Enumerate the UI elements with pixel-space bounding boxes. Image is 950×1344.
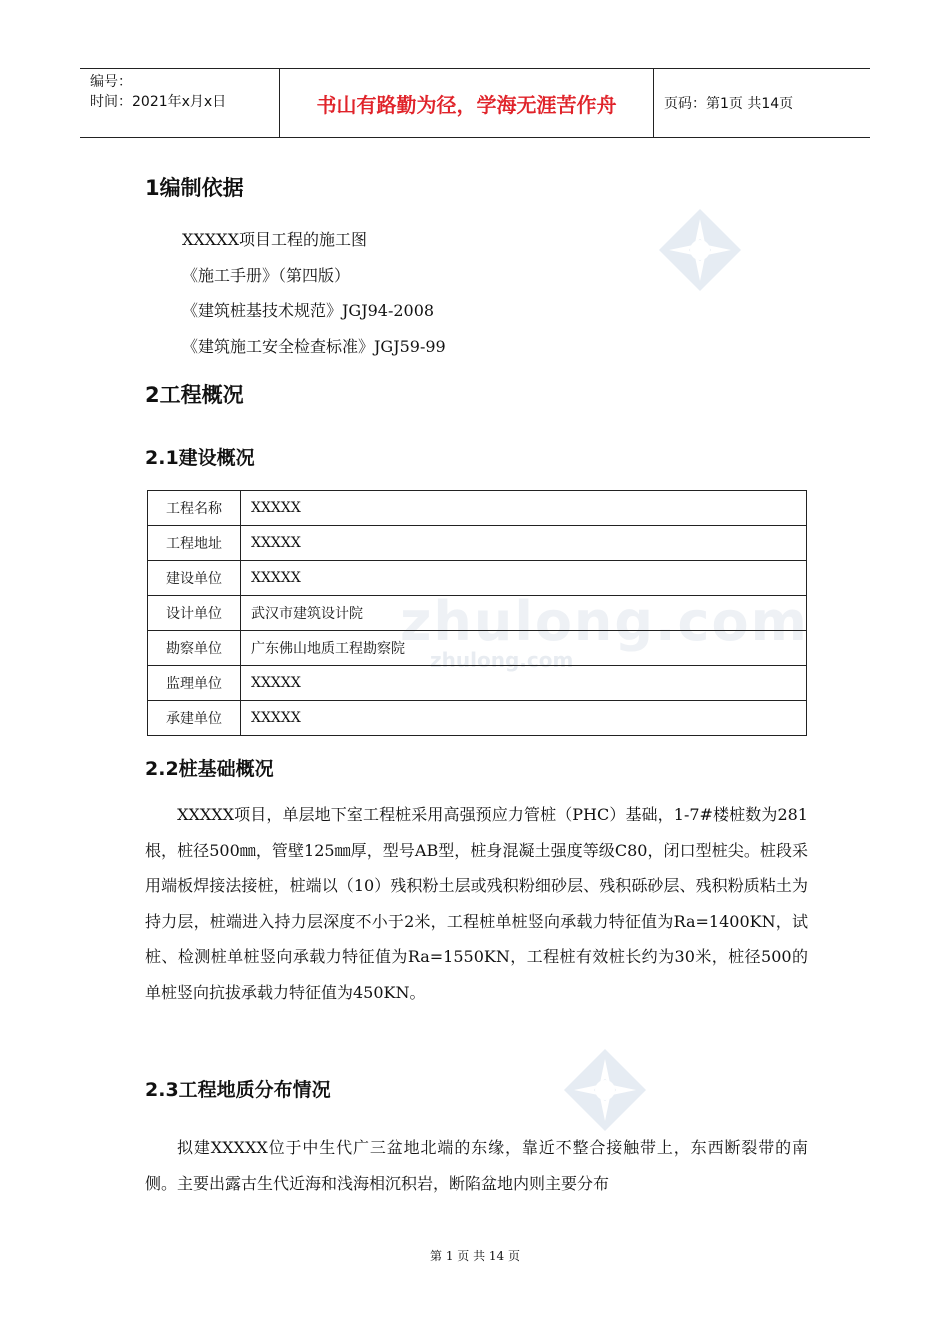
- section-2-title: 2工程概况: [145, 383, 244, 407]
- table-key: 勘察单位: [148, 631, 241, 666]
- table-key: 监理单位: [148, 666, 241, 701]
- reference-item: 《建筑施工安全检查标准》JGJ59-99: [182, 336, 446, 356]
- table-value: XXXXX: [241, 491, 807, 526]
- pile-foundation-paragraph: XXXXX项目，单层地下室工程桩采用高强预应力管桩（PHC）基础，1-7#楼桩数为281根，桩径500㎜，管壁125㎜厚，型号AB型，桩身混凝土强度等级C80，闭口型桩尖。桩段采用端板焊接法接桩，桩端以（10）残积粉土层或残积粉细砂层、残积砾砂层、残积粉质粘土为持力层，桩端进入持力层深度不小于2米，工程桩单桩竖向承载力特征值为Ra=1400KN，试桩、检测桩单桩竖向承载力特征值为Ra=1550KN，工程桩有效桩长约为30米，桩径500的单桩竖向抗拔承载力特征值为450KN。: [145, 805, 808, 1002]
- section-2-3-title: 2.3工程地质分布情况: [145, 1079, 331, 1101]
- page-footer: 第 1 页 共 14 页: [430, 1249, 520, 1263]
- header-meta: [80, 69, 280, 137]
- table-value: 广东佛山地质工程勘察院: [241, 631, 807, 666]
- table-row: [148, 526, 807, 561]
- table-row: [148, 666, 807, 701]
- table-value: XXXXX: [241, 561, 807, 596]
- table-key: 工程地址: [148, 526, 241, 561]
- table-value: 武汉市建筑设计院: [241, 596, 807, 631]
- number-label: 编号：: [90, 74, 132, 90]
- section-2-1-title: 2.1建设概况: [145, 447, 255, 469]
- time-label: 时间：2021年x月x日: [90, 94, 227, 110]
- watermark-text: zhulong.com: [400, 590, 809, 653]
- watermark-subtext: zhulong.com: [430, 648, 574, 672]
- reference-item: 《施工手册》（第四版）: [182, 265, 351, 285]
- table-row: [148, 701, 807, 736]
- table-value: XXXXX: [241, 666, 807, 701]
- geology-paragraph: 拟建XXXXX位于中生代广三盆地北端的东缘，靠近不整合接触带上，东西断裂带的南侧。主要出露古生代近海和浅海相沉积岩，断陷盆地内则主要分布: [145, 1138, 808, 1193]
- table-key: 设计单位: [148, 596, 241, 631]
- reference-item: XXXXX项目工程的施工图: [182, 230, 367, 249]
- reference-item: 《建筑桩基技术规范》JGJ94-2008: [182, 301, 435, 320]
- watermark-logo-icon: [655, 205, 745, 295]
- table-key: 承建单位: [148, 701, 241, 736]
- watermark-logo-icon: [560, 1045, 650, 1135]
- header-motto: 书山有路勤为径，学海无涯苦作舟: [280, 69, 654, 137]
- table-value: XXXXX: [241, 526, 807, 561]
- table-key: 建设单位: [148, 561, 241, 596]
- table-row: [148, 596, 807, 631]
- project-info-table: [147, 490, 807, 736]
- section-1-title: 1编制依据: [145, 176, 244, 200]
- table-row: [148, 491, 807, 526]
- page-header: [80, 68, 870, 138]
- header-page-info: 页码：第1页 共14页: [664, 96, 794, 112]
- table-row: [148, 631, 807, 666]
- table-key: 工程名称: [148, 491, 241, 526]
- table-row: [148, 561, 807, 596]
- table-value: XXXXX: [241, 701, 807, 736]
- section-2-2-title: 2.2桩基础概况: [145, 758, 274, 780]
- reference-list: [182, 222, 446, 364]
